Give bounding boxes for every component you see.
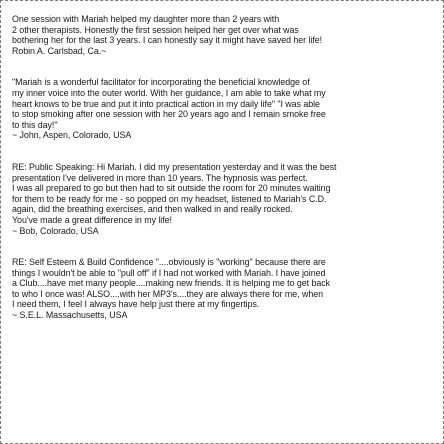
testimonial-robin [12,14,440,56]
testimonial-sel [12,257,440,321]
testimonial-line: again, did the breathing exercises, and then walked in and really rocked. [12,204,293,215]
testimonial-line: "Mariah is a wonderful facilitator for incorporating the beneficial knowledge of [12,77,310,88]
testimonial-line: RE: Public Speaking: Hi Mariah. I did my presentation yesterday and it was the best [12,161,337,172]
testimonial-author: ~ John, Aspen, Colorado, USA [12,130,132,141]
testimonial-line: I was all prepared to go but then had to sit outside the room for 20 minutes waiting [12,183,331,194]
testimonial-author: ~ S.E.L. Massachusetts, USA [12,310,128,321]
testimonial-line: 2 other therapists. Honestly the first session helped her get over what was [12,24,299,35]
testimonial-line: One session with Mariah helped my daughter more than 2 years with [12,14,280,24]
testimonial-bob [12,162,440,236]
testimonial-line: heart knows to be true and put it into practical action in my daily life" "I was able [12,98,320,109]
testimonial-line: I need them, I feel I always have help just there at my fingertips. [12,299,260,310]
testimonial-line: You've made a great difference in my life! [12,214,172,225]
testimonial-line: for them to be ready for me - so popped on my headset, listened to Mariah's C.D. [12,193,327,204]
testimonials-list [12,14,440,342]
testimonial-line: to who I once was! ALSO....with her MP3's....they are always there for me, when [12,288,323,299]
testimonial-line: things I wouldn't be able to "pull off" if I had not worked with Mariah. I have joined [12,267,326,278]
testimonial-line: bothering her for the last 3 years. I can honestly say it might have saved her life! [12,35,323,46]
testimonial-line: RE: Self Esteem & Build Confidence "....obviously is "working" because there are [12,257,326,268]
testimonial-line: presentation I've delivered in more than 10 years. The hypnosis was perfect. [12,172,308,183]
testimonial-john [12,77,440,141]
testimonial-line: to this day!" [12,119,58,130]
testimonial-author: ~ Bob, Colorado, USA [12,225,99,236]
testimonial-author: Robin A. Carlsbad, Ca.~ [12,45,107,56]
testimonial-line: my inner voice into the outer world. With her guidance, I am able to take what my [12,87,326,98]
testimonial-line: to stop smoking after one session with her 20 years ago and I remain smoke free [12,109,326,120]
testimonial-line: a Club....have met many people....making new friends. It is helping me to get back [12,278,331,289]
